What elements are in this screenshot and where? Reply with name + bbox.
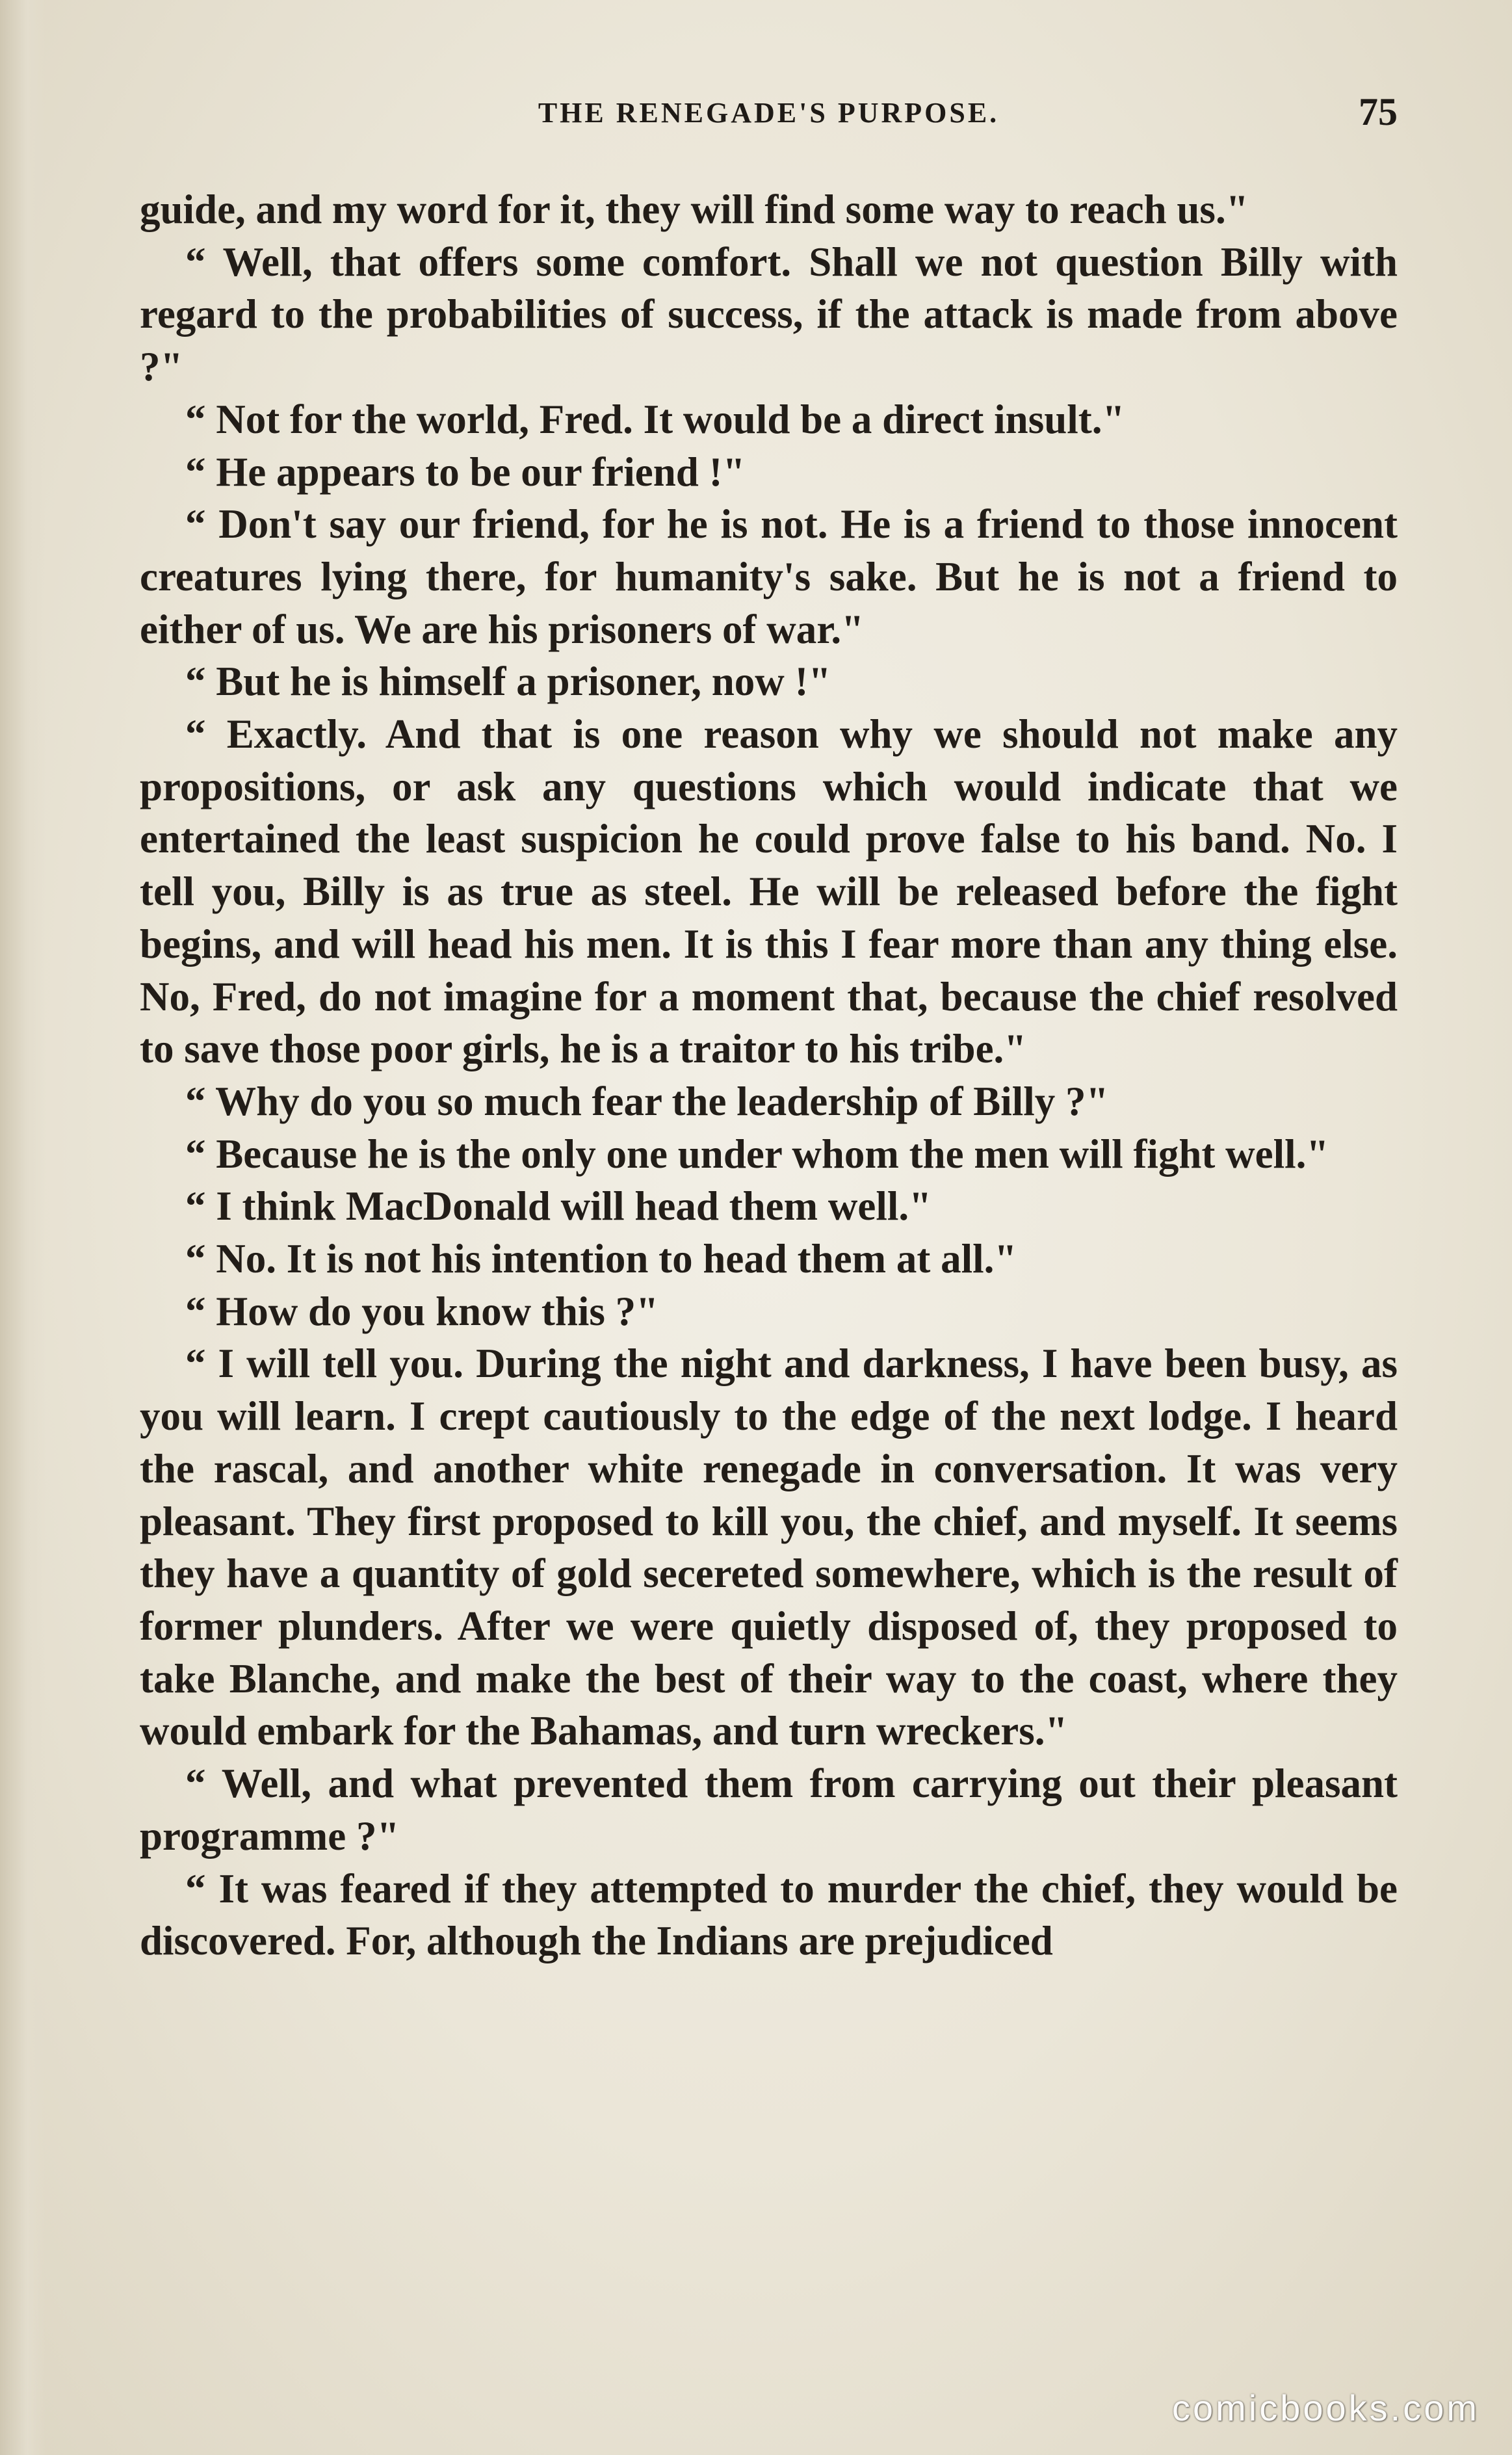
paragraph: “ I think MacDonald will head them well." bbox=[185, 1183, 932, 1229]
watermark-text: comicbooks.com bbox=[1171, 2387, 1479, 2428]
running-title: THE RENEGADE'S PURPOSE. bbox=[538, 97, 1000, 129]
paragraph: “ Don't say our friend, for he is not. He is a friend to those innocent creatures lying there, for humanity's sake. But he is not a friend to either of us. We are his prisoners of war." bbox=[140, 501, 1398, 652]
paragraph: “ Well, and what prevented them from carrying out their pleasant programme ?" bbox=[140, 1761, 1398, 1859]
page-gutter-shadow bbox=[0, 0, 46, 2455]
paragraph: “ Well, that offers some comfort. Shall we not question Billy with regard to the probabilities of success, if the attack is made from above ?" bbox=[140, 239, 1398, 390]
paragraph: “ But he is himself a prisoner, now !" bbox=[185, 659, 831, 705]
body-text bbox=[140, 183, 1398, 1967]
paragraph: “ Because he is the only one under whom the men will fight well." bbox=[185, 1131, 1329, 1177]
paragraph: “ No. It is not his intention to head them at all." bbox=[185, 1236, 1017, 1282]
paragraph: guide, and my word for it, they will find some way to reach us." bbox=[140, 187, 1249, 232]
paragraph: “ Exactly. And that is one reason why we should not make any propositions, or ask any questions which would indicate that we entertained the least suspicion he could prove false to his band. No. I tell you, Billy is as true as steel. He will be released before the fight begins, and will head his men. It is this I fear more than any thing else. No, Fred, do not imagine for a moment that, because the chief resolved to save those poor girls, he is a traitor to his tribe." bbox=[140, 711, 1398, 1072]
paragraph: “ Not for the world, Fred. It would be a direct insult." bbox=[185, 396, 1125, 442]
paragraph: “ Why do you so much fear the leadership of Billy ?" bbox=[185, 1078, 1109, 1124]
page-number: 75 bbox=[1359, 90, 1398, 133]
page-header bbox=[140, 90, 1398, 142]
paragraph: “ He appears to be our friend !" bbox=[185, 449, 746, 495]
paragraph: “ How do you know this ?" bbox=[185, 1288, 659, 1334]
paragraph: “ I will tell you. During the night and darkness, I have been busy, as you will learn. I crept cautiously to the edge of the next lodge. I heard the rascal, and another white renegade in conversation. It was very pleasant. They first proposed to kill you, the chief, and myself. It seems they have a quantity of gold secereted somewhere, which is the result of former plunders. After we were quietly disposed of, they proposed to take Blanche, and make the best of their way to the coast, where they would embark for the Bahamas, and turn wreckers." bbox=[140, 1341, 1398, 1754]
paragraph: “ It was feared if they attempted to murder the chief, they would be discovered. For, although the Indians are prejudiced bbox=[140, 1865, 1398, 1964]
